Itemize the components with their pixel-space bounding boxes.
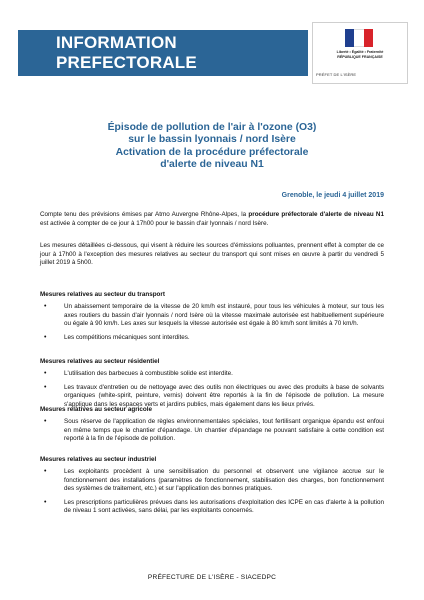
french-flag-icon — [345, 29, 373, 47]
logo-motto: Liberté • Égalité • Fraternité RÉPUBLIQUE FRANÇAISE — [336, 50, 384, 59]
list-item: • Les exploitants procèdent à une sensibilisation du personnel et observent une vigilance accrue sur le fonctionnement des installations (paramètres de fonctionnement, stabilisation des charges, bon fonctionnement des systèmes de traitement, etc.) et sur l'application des bonnes pratiques. — [40, 468, 384, 494]
banner-title: INFORMATION PREFECTORALE — [56, 33, 197, 72]
title-line-1: Épisode de pollution de l'air à l'ozone (O3) — [107, 122, 317, 133]
intro-p1-after: est activée à compter de ce jour à 17h00 pour le bassin d'air lyonnais / nord Isère. — [40, 219, 269, 227]
list-item: • L'utilisation des barbecues à combustible solide est interdite. — [40, 370, 384, 379]
intro-p1-before: Compte tenu des prévisions émises par Atmo Auvergne Rhône-Alpes, la — [40, 211, 249, 218]
section-heading-transport: Mesures relatives au secteur du transport — [40, 291, 165, 298]
title-line-3: Activation de la procédure préfectorale — [115, 146, 309, 158]
section-heading-industriel: Mesures relatives au secteur industriel — [40, 456, 157, 463]
intro-p1-bold: procédure préfectorale d'alerte de niveau N1 — [248, 211, 384, 218]
section-heading-agricole: Mesures relatives au secteur agricole — [40, 406, 153, 413]
list-item: • Les prescriptions particulières prévues dans les autorisations d'exploitation des ICPE en cas d'alerte à la pollution de niveau 1 sont activées, sans délai, par les exploitants concernés. — [40, 499, 384, 516]
intro-paragraph-1 — [40, 211, 384, 228]
prefet-label: PRÉFET DE L'ISÈRE — [316, 72, 357, 77]
list-item: • Les compétitions mécaniques sont interdites. — [40, 334, 384, 343]
transport-measures-list — [40, 303, 384, 347]
list-item: • Les travaux d'entretien ou de nettoyage avec des outils non électriques ou avec des produits à base de solvants organiques (white-spirit, peinture, vernis) doivent être reportés à la fin de l'épisode de pollution. La mesure s'applique dans les espaces verts et jardins publics, mais également dans les lieux privés. — [40, 384, 384, 410]
title-line-2: sur le bassin lyonnais / nord Isère — [128, 134, 296, 146]
section-heading-residentiel: Mesures relatives au secteur résidentiel — [40, 358, 160, 365]
page-title — [0, 122, 424, 172]
agricole-measures-list — [40, 418, 384, 449]
industriel-measures-list — [40, 468, 384, 521]
dateline: Grenoble, le jeudi 4 juillet 2019 — [281, 192, 384, 199]
title-line-4: d'alerte de niveau N1 — [160, 159, 264, 171]
intro-paragraph-2: Les mesures détaillées ci-dessous, qui visent à réduire les sources d'émissions polluantes, prennent effet à compter de ce jour à 17h00 à l'exception des mesures relatives au secteur du transport qui sont mises en œuvre à partir du vendredi 5 juillet 2019 à 5h00. — [40, 242, 384, 267]
page-footer: PRÉFECTURE DE L'ISÈRE - SIACEDPC — [147, 574, 277, 581]
list-item: • Un abaissement temporaire de la vitesse de 20 km/h est instauré, pour tous les véhicules à moteur, sur tous les axes routiers du bassin d'air lyonnais / nord Isère où la vitesse maximale autorisée est habituellement supérieure ou égale à 90 km/h. Les axes sur lesquels la vitesse autorisée est égale à 80 km/h sont limités à 70 km/h. — [40, 303, 384, 329]
information-banner — [18, 30, 308, 76]
list-item: • Sous réserve de l'application de règles environnementales spéciales, tout fertilisant organique épandu est enfoui en même temps que le chantier d'épandage. Un chantier d'épandage ne pouvant satisfaire à cette condition est reporté à la fin de l'épisode de pollution. — [40, 418, 384, 444]
